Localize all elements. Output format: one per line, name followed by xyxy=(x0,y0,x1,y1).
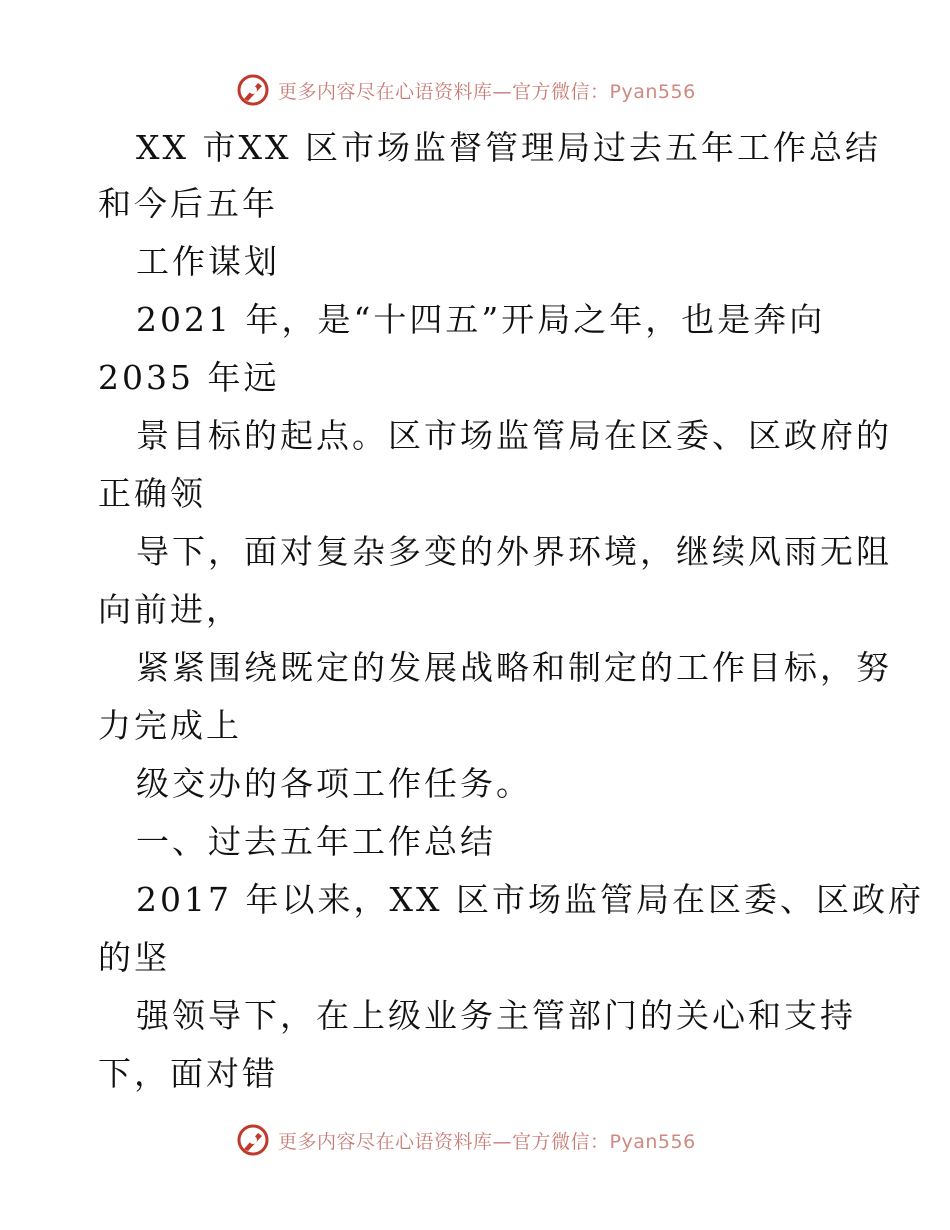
doc-paragraph-line: 强领导下，在上级业务主管部门的关心和支持 xyxy=(136,996,856,1035)
watermark-wechat-id: Pyan556 xyxy=(609,80,696,103)
doc-section-heading: 一、过去五年工作总结 xyxy=(136,822,496,861)
watermark-header xyxy=(236,72,696,108)
watermark-label: 更多内容尽在心语资料库—官方微信： xyxy=(278,80,610,103)
doc-paragraph-line: 2021 年，是“十四五”开局之年，也是奔向 xyxy=(136,300,826,339)
doc-paragraph-line: 向前进， xyxy=(98,590,242,629)
watermark-wechat-id: Pyan556 xyxy=(609,1130,696,1153)
doc-paragraph-line: 景目标的起点。区市场监管局在区委、区政府的 xyxy=(136,416,892,455)
doc-paragraph-line: 级交办的各项工作任务。 xyxy=(136,764,532,803)
doc-paragraph-line: 导下，面对复杂多变的外界环境，继续风雨无阻 xyxy=(136,532,892,571)
doc-title-line-2: 和今后五年 xyxy=(98,184,278,223)
watermark-footer xyxy=(236,1122,696,1158)
doc-title-line-3: 工作谋划 xyxy=(136,242,280,281)
watermark-text xyxy=(278,77,696,104)
doc-paragraph-line: 力完成上 xyxy=(98,706,242,745)
doc-paragraph-line: 正确领 xyxy=(98,474,206,513)
doc-title-line-1: XX 市XX 区市场监督管理局过去五年工作总结 xyxy=(136,128,881,167)
doc-paragraph-line: 下，面对错 xyxy=(98,1054,278,1093)
watermark-label: 更多内容尽在心语资料库—官方微信： xyxy=(278,1130,610,1153)
doc-paragraph-line: 紧紧围绕既定的发展战略和制定的工作目标，努 xyxy=(136,648,892,687)
pen-logo-icon xyxy=(236,73,270,107)
watermark-text xyxy=(278,1127,696,1154)
doc-paragraph-line: 2017 年以来，XX 区市场监管局在区委、区政府 xyxy=(136,880,924,919)
pen-logo-icon xyxy=(236,1123,270,1157)
doc-paragraph-line: 2035 年远 xyxy=(98,358,280,397)
doc-paragraph-line: 的坚 xyxy=(98,938,170,977)
